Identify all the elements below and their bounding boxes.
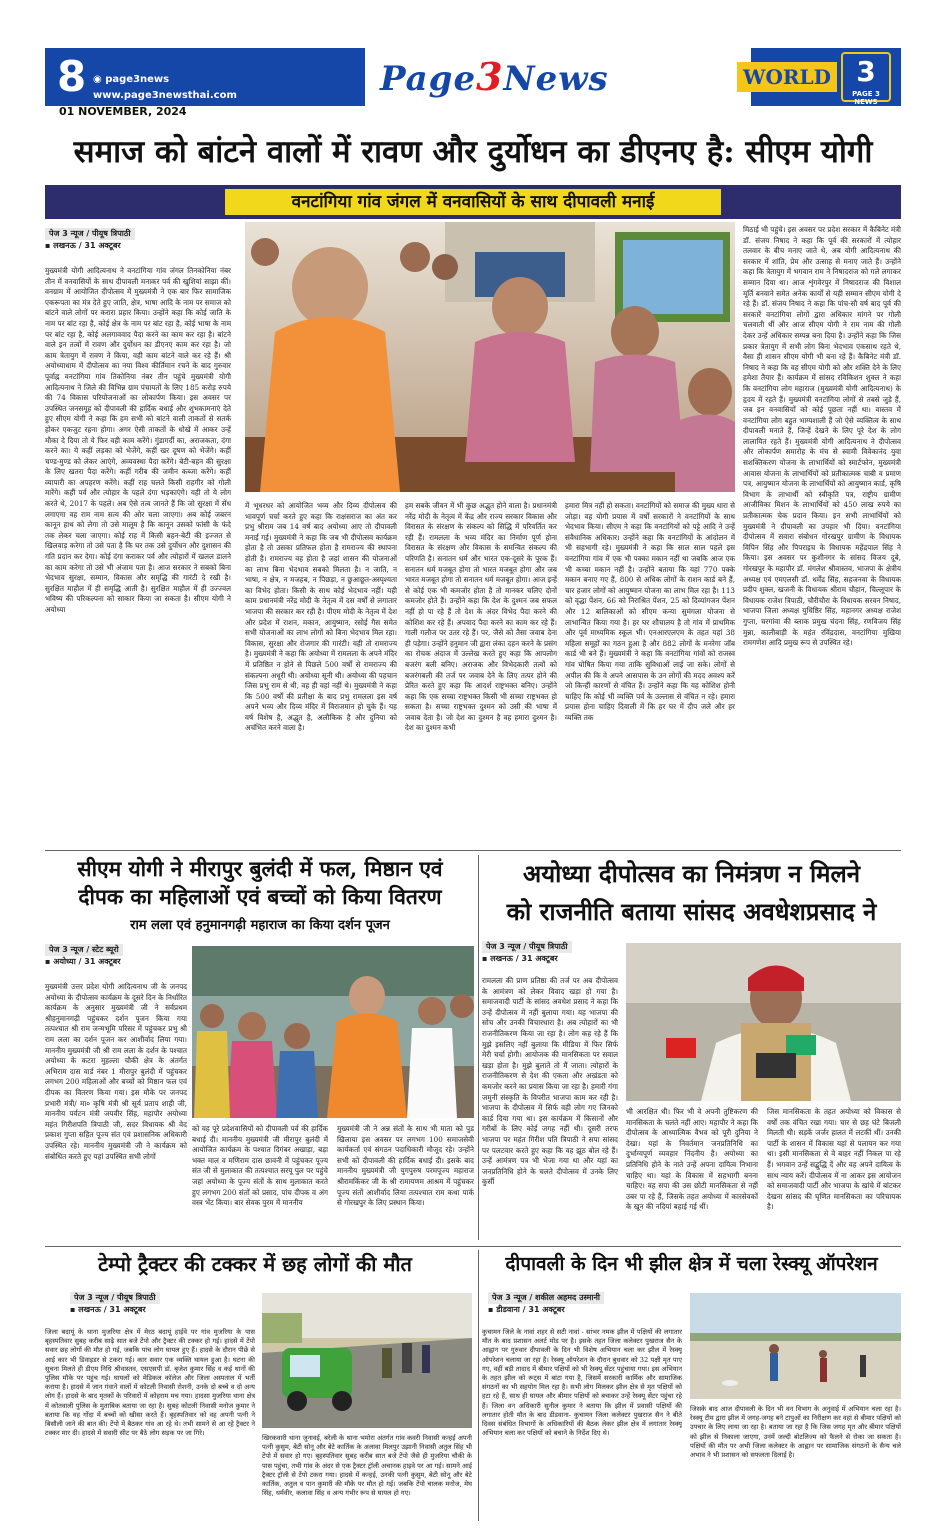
story3-column-3: जिस मानसिकता के तहत अयोध्या को विकास से वर्षों तक वंचित रखा गया। चार से छह घंटे बिजली मिलती थी। सड़कें जर्जर हालत में लटकीं थीं। उनकी पार्टी के शासन में विकास यहां से पलायन कर गया था। इसी मानसिकता से वे बाहर नहीं निकल पा रहे हैं। भगवान उन्हें सद्बुद्धि दें और वह अपने दायित्व के साथ न्याय करें। दीपोत्सव में ना आकर इस आयोजन को समाजवादी पार्टी और भाजपा के खांचे में बांटकर देखना सांसद की घृणित मानसिकता का परिचायक है।	[767, 1107, 901, 1212]
story2-headline: सीएम योगी ने मीरापुर बुलंदी में फल, मिष्ठान एवं दीपक का महिलाओं एवं बच्चों को किया वितरण	[77, 856, 443, 909]
page-number: 8	[57, 52, 87, 101]
story2-column-2: को वह पूरे प्रदेशवासियों को दीपावली पर्व की हार्दिक बधाई दी। माननीय मुख्यमंत्री जी मीरापुर बुलंदी में आयोजित कार्यक्रम के पश्चात दिगंबर अखाड़ा, बड़ा भक्त माल व मणिराम दास छावनी में पहुंचकर पूज्य संत जी से मुलाकात की तत्पश्चात सरयू पुल पर पहुंचे जहां अयोध्या के पूज्य संतों के साथ मुलाकात करते हुए लगभग 200 संतों को प्रसाद, पांच दीपक व अंग वस्त्र भेंट किया। बार सेवक पुरम में माननीय	[192, 1124, 328, 1208]
publication-date: 01 NOVEMBER, 2024	[59, 105, 187, 118]
story1-subhead-bar	[45, 185, 901, 219]
story2-column-1: मुख्यमंत्री उत्तर प्रदेश योगी आदित्यनाथ जी के जनपद अयोध्या के दीपोत्सव कार्यक्रम के दूसरे दिन के निर्धारित कार्यक्रम के अनुसार मुख्यमंत्री जी ने सर्वप्रथम श्रीहनुमानगढ़ी पहुंचकर दर्शन पूजन किया गया तत्पश्चात श्री राम जन्मभूमि परिसर में पहुंचकर प्रभु श्री राम लला का दर्शन पूजन कर आशीर्वाद लिया गया। माननीय मुख्यमंत्री जी श्री राम लला के दर्शन के पश्चात अयोध्या के कटरा मुहल्ला चौकी क्षेत्र के अंतर्गत अभिराम दास वार्ड नंबर 1 मीरापुर बुलंदी में पहुंचकर लगभग 200 महिलाओं और बच्चों को मिष्ठान फल एवं दीपक का वितरण किया गया। इस मौके पर जनपद प्रभारी मंत्री/ मा० कृषि मंत्री श्री सूर्य प्रताप शाही जी, माननीय पर्यटन मंत्री जयवीर सिंह, महापौर अयोध्या महंत गिरीशपति त्रिपाठी जी, सदर विधायक श्री वेद प्रकाश गुप्ता सहित पूज्य संत एवं प्रशासनिक अधिकारी उपस्थित रहे। माननीय मुख्यमंत्री जी ने कार्यक्रम को संबोधित करते हुए यहां उपस्थित सभी लोगों	[45, 982, 187, 1161]
story3-photo-mp-awadhesh-prasad	[626, 943, 901, 1101]
divider	[45, 1246, 901, 1247]
story1-dateline: ▪ लखनऊ / 31 अक्टूबर	[45, 241, 121, 250]
story1-subhead: वनटांगिया गांव जंगल में वनवासियों के साथ दीपावली मनाई	[225, 189, 721, 215]
story3-byline: पेज 3 न्यूज / पीयूष त्रिपाठी ▪ लखनऊ / 31 अक्टूबर	[482, 941, 632, 965]
masthead	[45, 48, 901, 118]
story3-headline: अयोध्या दीपोत्सव का निमंत्रण न मिलने को राजनीति बताया सांसद अवधेशप्रसाद ने	[506, 859, 877, 926]
social-handle: ◉ page3news	[93, 74, 170, 85]
story1-column-4: हमारा मित्र नहीं हो सकता। वनटांगियों को समाज की मुख्य धारा से जोड़ा। वह योगी प्रयास में वर्षों सरकारों ने वनटांगियों के साथ भेदभाव किया। सीएम ने कहा कि वनटांगियों को पट्टे आदि ने उन्हें संवैधानिक अधिकार। उन्होंने कहा कि वनटांगियों के आंदोलन में भी सहभागी रहे। मुख्यमंत्री ने कहा कि साल साल पहले इस वनटांगिया गांव में एक भी पक्का मकान नहीं था जबकि आज एक भी कच्चा मकान नहीं है। उन्होंने बताया कि यहां 770 पक्के मकान बनाए गए हैं, 800 से अधिक लोगों के राशन कार्ड बने हैं, चार हजार लोगों को आयुष्मान योजना का लाभ मिल रहा है। 113 को वृद्धा पेंशन, 66 को निराश्रित पेंशन, 25 को दिव्यांगजन पेंशन और 12 बालिकाओं को सीएम कन्या सुमंगला योजना से लाभान्वित किया गया है। हर घर शौचालय है तो गांव में प्राथमिक और पूर्व माध्यमिक स्कूल भी। एनआरएलएम के तहत यहां 38 महिला समूहों का गठन हुआ है और 882 लोगों के मनरेगा जॉब कार्ड भी बने हैं। मुख्यमंत्री ने कहा कि वनटांगिया गांवों को राजस्व गांव घोषित किया गया ताकि सुविधाओं लाई जा सके। लोगों से अपील की कि वे अपने आसपास के उन लोगों की मदद अवश्य करें जो किन्हीं कारणों से वंचित हैं। उन्होंने कहा कि यह कोशिश होनी चाहिए कि कोई भी व्यक्ति पर्व के उल्लास से वंचित न रहे। हमारा प्रयास होना चाहिए दिवाली में कि हर घर में दीप जले और हर व्यक्ति तक	[565, 501, 735, 722]
story1-byline: पेज 3 न्यूज / पीयूष त्रिपाठी ▪ लखनऊ / 31 अक्टूबर	[45, 228, 215, 252]
story4-dateline: ▪ लखनऊ / 31 अक्टूबर	[70, 1305, 146, 1314]
story2-subhead: राम लला एवं हनुमानगढ़ी महाराज का किया दर्शन पूजन	[130, 918, 390, 933]
story5-column-2: जिसके बाद आज दीपावली के दिन भी वन विभाग के अनुवाई में अभियान चला रहा है। रेस्क्यू टीम द्वारा झील में जगह-जगह बने टापुओं का निरीक्षण कर वहां से बीमार पक्षियों को उपचार के लिए लाया जा रहा है। बताया जा रहा है कि जिस जगह मृत और बीमार पक्षियों को झील से निकाला जाएगा, उनमें जल्दी बोटलिज्म को फैलने से रोका जा सकता है। पक्षियों की मौत पर अभी जिला कलेक्टर के आह्वान पर सामाजिक संगठनों के सैन्य चले अभाव ने भी प्रशासन को सफलता दिलाई है।	[690, 1405, 901, 1460]
story4-byline: पेज 3 न्यूज / पीयूष त्रिपाठी ▪ लखनऊ / 31 अक्टूबर	[70, 1292, 240, 1316]
column-divider	[478, 855, 479, 1240]
story4-headline: टेम्पो ट्रैक्टर की टक्कर में छह लोगों की मौत	[98, 1252, 412, 1276]
divider	[45, 850, 901, 851]
column-divider	[478, 1250, 479, 1521]
story1-photo-cm-with-children	[245, 222, 735, 492]
story1-column-1: मुख्यमंत्री योगी आदित्यनाथ ने वनटांगिया गांव जंगल तिनकोनिया नंबर तीन में वनवासियों के साथ दीपावली मनाकर पर्व की खुशियां साझा कीं। वनग्राम में आयोजित दीपोत्सव में मुख्यमंत्री ने एक बार फिर सामाजिक एकरूपता का मंत्र देते हुए जाति, क्षेत्र, भाषा आदि के नाम पर समाज को बांटने वाले लोगों पर करारा प्रहार किया। उन्होंने कहा कि कोई जाति के नाम पर बांट रहा है, कोई क्षेत्र के नाम पर बांट रहा है, कोई भाषा के नाम पर बांट रहा है, कोई अलगाववाद पैदा करने का काम कर रहा है। बांटने वाले इन तत्वों में रावण और दुर्योधन का डीएनए काम कर रहा है। जो काम त्रेतायुग में रावण ने किया, वही काम बांटने वाले कर रहे हैं। श्री अयोध्याधाम में दीपोत्सव का नया विश्व कीर्तिमान रचने के बाद गुरुवार पूर्वाह्न वनटांगिया गांव तिकोनिया नंबर तीन पहुंचे मुख्यमंत्री योगी आदित्यनाथ ने जिले की विभिन्न ग्राम पंचायतों के लिए 185 करोड़ रुपये की 74 विकास परियोजनाओं का लोकार्पण किया। इस अवसर पर उपस्थित जनसमूह को दीपावली की हार्दिक बधाई और शुभकामनाएं देते हुए सीएम योगी ने कहा कि हम सभी को बांटने वाली ताकतों से सतर्क होकर एकजुट रहना होगा। अगर ऐसी ताकतों के धोखे में आकर उन्हें मौका दे दिया तो ये फिर वही काम करेंगे। गुंडागर्दी का, अराजकता, दंगा करने का। ये कहीं लड़का को भेजेंगे, कहीं खर दूषण को भेजेंगे। कहीं चण्ड-मुण्ड को लेकर आएंगे, अव्यवस्था पैदा करेंगे। बेटी-बहन की सुरक्षा के लिए खतरा पैदा करेंगे। कहीं गरीब की जमीन कब्जा करेंगे। कहीं व्यापारी का अपहरण करेंगे। कहीं राह चलते किसी राहगीर को गोली मारेंगे। कहीं पर्व और त्योहार के पहले दंगा भड़काएंगे। यही तो ये लोग करते थे, 2017 के पहले। अब ऐसे तत्व जानते हैं कि जो सुरक्षा में सेंध लगाएगा वह राम नाम सत्य की ओर चला जाएगा। अब कोई जबरन कानून हाथ को लेगा तो उसे मालूम है कि कानून उसको फांसी के फंदे तक लेकर चला जाएगा। कोई राह में किसी बहन-बेटी की इज्जत से खिलवाड़ करेगा तो उसे पता है कि घर तक उसे दुर्योधन और दुशासन की गति प्रदान कर देगा। कोई दंगा कराकर पर्व और त्योहारों में खलल डालने का काम करेगा तो उसे भी अंजाम पता है। आज सरकार ने सबको बिना भेदभाव सुरक्षा, सम्मान, विकास और समृद्धि की गारंटी दे रखी है। सुरक्षित माहौल में ही समृद्धि आती है। सुरक्षित माहौल में ही उज्ज्वल भविष्य की परिकल्पना को साकार किया जा सकता है। सीएम योगी ने अयोध्या	[45, 266, 231, 614]
section-tag: WORLD	[737, 62, 837, 92]
story5-photo-lake-rescue	[690, 1293, 901, 1399]
story4-column-1: जिला बदायूं के थाना मुजरिया क्षेत्र में मेरठ बदायूं हाईवे पर गांव मुजरिया के पास बृहस्पतिवार सुबह करीब साढ़े सात बजे टेंपो और ट्रैक्टर की टक्कर हो गई। हादसे में टेंपो सवार छह लोगों की मौत हो गई, जबकि पांच लोग घायल हुए हैं। हादसे के दौरान पीछे से आई कार भी डिवाइडर से टकरा गई। कार सवार एक व्यक्ति घायल हुआ है। घटना की सूचना मिलते ही डीएम निधि श्रीवास्तव, एसएसपी डॉ. बृजेश कुमार सिंह व कई थानों की पुलिस मौके पर पहुंच गई। घायलों को मेडिकल कॉलेज और जिला अस्पताल में भर्ती कराया है। हादसे में जान गंवाने वालों में कोटली निवासी रोशनी, उनके दो बच्चे व दो अन्य लोग हैं। हादसे के बाद मृतकों के परिवारों में कोहराम मच गया। हादसा मुजरिया थाना क्षेत्र में कोतवाली पुलिस के मुताबिक बताया जा रहा है। सुबह कोटली निवासी मनोज कुमार ने बताया कि वह गोंदा में बच्चों को खीसा करते हैं। बृहस्पतिवार को वह अपनी पत्नी ने बिसौली जाने की बात की। टेंपो में बैठकर गांव आ रहे थे। तभी सामने से आ रहे ट्रैक्टर ने टक्कर मार दी। हादसे में सवारी सीट पर बैठे लोग सड़क पर जा गिरे।	[45, 1328, 255, 1438]
website-link[interactable]: www.page3newsthai.com	[93, 90, 237, 101]
story2-dateline: ▪ अयोध्या / 31 अक्टूबर	[45, 957, 121, 966]
story4-photo-accident-site	[262, 1293, 472, 1428]
social-icon: ◉	[93, 74, 106, 85]
story2-column-3: मुख्यमंत्री जी ने अन्न संतों के साथ भी माता को पुड खिलाया इस अवसर पर लगभग 100 समाजसेवी कार्यकर्ता एवं संगठन पदाधिकारी मौजूद रहे। उन्होंने सभी को दीपावली की हार्दिक बधाई दी। इसके बाद माननीय मुख्यमंत्री जी युगपुरुष परमपूज्य महाराज श्रीरामकिंकर जी के श्री रामायणम आश्रम में पहुंचकर पूज्य संतों आशीर्वाद लिया तत्पश्चात राम कथा पार्क से गोरखपुर के लिए प्रस्थान किया।	[337, 1124, 474, 1208]
story5-column-1: कुचामन जिले के नावां शहर से सटी नावां - सांभर नमक झील में पक्षियों की लगातार मौत के बाद प्रशासन अलर्ट मोड पर है। इसके तहत जिला कलेक्टर पुखराज सैन के आह्वान पर गुरुवार दीपावली के दिन भी विशेष अभियान चला कर झील में रेस्क्यू ऑपरेशन चलाया जा रहा है। रेस्क्यू ऑपरेशन के दौरान बुधवार को 32 पक्षी मृत पाए गए, वहीं बड़ी तादाद में बीमार पक्षियों को भी रेस्क्यू सेंटर पहुंचाया गया। इस अभियान के तहत झील को रूट्स में बांटा गया है, जिसमें सरकारी कार्मिक और सामाजिक संगठनों का भी सहयोग मिल रहा है। सभी लोग मिलकर झील क्षेत्र से मृत पक्षियों को हटा रहे हैं, साथ ही घायल और बीमार पक्षियों को बचाकर उन्हें रेस्क्यू सेंटर पहुंचा रहे हैं। जिला वन अधिकारी सुनील कुमार ने बताया कि झील में प्रवासी पक्षियों की लगातार होती मौत के बाद डीडवाना- कुचामन जिला कलेक्टर पुखराज सैन ने बीते दिवस संबंधित विभागों के अधिकारियों की बैठक लेकर झील क्षेत्र में लगातार रेस्क्यू अभियान चला कर पक्षियों को बचाने के निर्देश दिए थे।	[482, 1328, 682, 1438]
story4-column-2: खिरकवारी थाना जुनावई, बरेली के थाना भमोरा अंतर्गत गांव कवरी निवासी कन्हई अपनी पत्नी कुसुम, बेटी सोनू और बेटे कार्तिक के अलावा मिलपुर उझानी निवासी अतुल सिंह भी टेंपो में सवार हो गए। बृहस्पतिवार सुबह करीब सात बजे टेंपो जैसे ही मुजरिया चौकी के पास पहुंचा, तभी गांव के अंदर से एक ट्रैक्टर ट्रॉली अचानक हाइवे पर आ गई। सामने आई ट्रैक्टर ट्रॉली से टेंपो टकरा गया। हादसे में कन्हई, उनकी पत्नी कुसुम, बेटी सोनू और बेटे कार्तिक, अतुल व पान कुमारी की मौके पर मौत हो गई। जबकि टेंपो चालक मनोज, मेघ सिंह, धर्मवीर, कलावा सिंह व अन्य गंभीर रूप से घायल हो गए।	[262, 1434, 472, 1498]
story3-dateline: ▪ लखनऊ / 31 अक्टूबर	[482, 954, 558, 963]
story1-column-5: मिठाई भी पहुंचे। इस अवसर पर प्रदेश सरकार में कैबिनेट मंत्री डॉ. संजय निषाद ने कहा कि पूर्व की सरकारों में त्योहार तलवार के बीच मनाए जाते थे, अब योगी आदित्यनाथ की सरकार में शांति, प्रेम और उत्साह से मनाए जाते हैं। उन्होंने कहा कि त्रेतायुग में भगवान राम ने निषादराज को गले लगाकर सम्मान दिया था। आज शृंगवेरपुर में निषादराज की विशाल मूर्ति बनवाने समेत अनेक कार्यों से यही सम्मान सीएम योगी दे रहे हैं। डॉ. संजय निषाद ने कहा कि पांच-सौ वर्ष बाद पूर्व की सरकारें वनटांगिया लोगों द्वारा अधिकार मांगने पर गोली चलवाती थीं और आज सीएम योगी ने राम नाम की गोली देकर उन्हें अधिकार सम्पन्न बना दिया है। उन्होंने कहा कि जिस प्रकार त्रेतायुग में सभी लोग बिना भेदभाव एकसाथ रहते थे, वैसा ही शासन सीएम योगी भी बना रहे हैं। कैबिनेट मंत्री डॉ. निषाद ने कहा कि वह सीएम योगी को और शक्ति देने के लिए हमेशा तैयार हैं। कार्यक्रम में सांसद रविकिशन शुक्ल ने कहा कि वनटांगिया लोग महाराज (मुख्यमंत्री योगी आदित्यनाथ) के हृदय में रहते हैं। मुख्यमंत्री वनटांगिया लोगों से तबसे जुड़े हैं, जब इन वनवासियों को कोई पूछता नहीं था। वास्तव में वनटांगिया लोग बहुत भाग्यशाली हैं जो ऐसे व्यक्तित्व के साथ दीपावली मनाते हैं, जिन्हें देखने के लिए पूरे देश के लोग लालायित रहते हैं। मुख्यमंत्री योगी आदित्यनाथ ने दीपोत्सव और लोकार्पण समारोह के मंच से स्वामी विवेकानंद युवा सशक्तिकरण योजना के लाभार्थियों को स्मार्टफोन, मुख्यमंत्री आवास योजना के लाभार्थियों को प्रतीकात्मक चाबी व प्रमाण पत्र, आयुष्मान योजना के लाभार्थियों को आयुष्मान कार्ड, कृषि विभाग के लाभार्थी को स्वीकृति पत्र, राष्ट्रीय ग्रामीण आजीविका मिशन के लाभार्थियों को 450 लाख रुपये का प्रतीकात्मक चेक प्रदान किया। इन सभी लाभार्थियों को मुख्यमंत्री ने दीपावली का उपहार भी दिया। वनटांगिया दीपोत्सव में सवारा संबोधन गोरखपुर ग्रामीण के विधायक विपिन सिंह और पिपराइच के विधायक महेंद्रपाल सिंह ने किया। इस अवसर पर कुशीनगर के सांसद विजय दूबे, गोरखपुर के महापौर डॉ. मंगलेश श्रीवास्तव, भाजपा के क्षेत्रीय अध्यक्ष एवं एमएलसी डॉ. धर्मेंद्र सिंह, सहजनवा के विधायक प्रदीप शुक्ल, खजनी के विधायक श्रीराम चौहान, चिल्लूपार के विधायक राजेश त्रिपाठी, चौरीचौरा के विधायक सरवन निषाद, भाजपा जिला अध्यक्ष युधिष्ठिर सिंह, महानगर अध्यक्ष राजेश गुप्ता, चरगांवा की ब्लाक प्रमुख चंदना सिंह, रणविजय सिंह मुन्ना, कालीबाड़ी के महंत रविंद्रदास, वनटांगिया मुखिया रामगणेश आदि प्रमुख रूप से उपस्थित रहे।	[743, 225, 901, 648]
story5-dateline: ▪ डीडवाना / 31 अक्टूबर	[488, 1305, 565, 1314]
story1-headline: समाज को बांटने वालों में रावण और दुर्योधन का डीएनए है: सीएम योगी	[73, 134, 873, 170]
page3-badge: 3 PAGE 3 NEWS	[841, 52, 891, 102]
story2-photo-distribution	[192, 946, 474, 1118]
story5-headline: दीपावली के दिन भी झील क्षेत्र में चला रेस्क्यू ऑपरेशन	[505, 1253, 878, 1275]
story3-column-2: भी आरक्षित थी। फिर भी वे अपनी तुष्टिकरण की मानसिकता के चलते नहीं आए। महापौर ने कहा कि दीपोत्सव के आध्यात्मिक वैभव को पूरी दुनिया ने देखा। यहां के निवर्तमान जनप्रतिनिधि का दुर्भाग्यपूर्ण व्यवहार निंदनीय है। अयोध्या का प्रतिनिधि होने के नाते उन्हें अपना दायित्व निभाना चाहिए था। यहां के विकास में सहभागी बनना चाहिए। वह सपा की उस छोटी मानसिकता से नहीं उबर पा रहे हैं, जिसके तहत अयोध्या में कारसेवकों के खून की नदियां बहाई गई थीं।	[626, 1107, 758, 1212]
story1-column-2: में भूधरधर को आयोजित भव्य और दिव्य दीपोत्सव की भावपूर्ण चर्चा करते हुए कहा कि राक्षसराज का अंत कर प्रभु श्रीराम जब 14 वर्ष बाद अयोध्या आए तो दीपावली मनाई गई। मुख्यमंत्री ने कहा कि जब भी दीपोत्सव कार्यक्रम होता है तो उसका प्रतिफल होता है रामराज्य की स्थापना होती है। रामराज्य वह होता है जहां शासन की योजनाओं का लाभ बिना भेदभाव सबको मिलता है। न जाति, न भाषा, न क्षेत्र, न मजहब, न पिछड़ा, न छुआछूत-अस्पृश्यता का विभेद होता। किसी के साथ कोई भेदभाव नहीं। यही काम प्रधानमंत्री नरेंद्र मोदी के नेतृत्व में दस वर्षों से लगातार भाजपा की सरकार कर रही है। पीएम मोदी के नेतृत्व में देश और प्रदेश में राशन, मकान, आयुष्मान, रसोई गैस समेत सभी योजनाओं का लाभ लोगों को बिना भेदभाव मिल रहा। विकास, सुरक्षा और रोजगार की गारंटी। यही तो रामराज्य है। मुख्यमंत्री ने कहा कि अयोध्या में रामलला के अपने मंदिर में प्रतिष्ठित न होने से पिछले 500 वर्षों से रामराज्य की संकल्पना अधूरी थी। अयोध्या सूनी थी। अयोध्या की पहचान जिस प्रभु राम से थी, वह ही वहां नहीं थे। मुख्यमंत्री ने कहा कि 500 वर्षों की प्रतीक्षा के बाद प्रभु रामलला इस वर्ष अपने भव्य और दिव्य मंदिर में विराजमान हो चुके हैं। यह वर्ष विशेष है, अद्भुत है, अलौकिक है और दुनिया को अचंभित करने वाला है।	[245, 501, 397, 733]
newspaper-logo[interactable]: Page3News	[380, 54, 609, 99]
story3-column-1: रामलला की प्राण प्रतिष्ठा की तर्ज पर अब दीपोत्सव के आमंत्रण को लेकर विवाद खड़ा हो गया है। समाजवादी पार्टी के सांसद अवधेश प्रसाद ने कहा कि उन्हें दीपोत्सव में नहीं बुलाया गया। यह भाजपा की सोच और उनकी विचारधारा है। अब त्योहारों का भी राजनीतिकरण किया जा रहा है। लोग कह रहे हैं कि मुझे इसलिए नहीं बुलाया कि मीडिया में फिर सिर्फ मेरी चर्चा होगी। आयोजक की मानसिकता पर सवाल खड़ा होता है। मुझे बुलाते तो मैं जाता। त्योहारों के राजनीतिकरण से देश की एकता और अखंडता को कमजोर करने का प्रयास किया जा रहा है। हमारी गंगा जमुनी संस्कृति के विपरीत भाजपा काम कर रही है। भाजपा के दीपोत्सव में सिर्फ वही लोग गए जिनको कार्ड दिया गया था। इस कार्यक्रम में किसानों और गरीबों के लिए कोई जगह नहीं थी। दूसरी तरफ भाजपा पर महंत गिरीश पति त्रिपाठी ने सपा सांसद पर पलटवार करते हुए कहा कि वह झूठ बोल रहे हैं। उन्हें आमंत्रण पत्र भी भेजा गया था और यहां का जनप्रतिनिधि होने के चलते दीपोत्सव में उनके लिए कुर्सी	[482, 976, 618, 1187]
story1-column-3: हम सबके जीवन में भी कुछ अद्भुत होने वाला है। प्रधानमंत्री नरेंद्र मोदी के नेतृत्व में केंद्र और राज्य सरकार विकास और विरासत के संरक्षण के संकल्प को सिद्धि में परिवर्तित कर रही हैं। रामलला के भव्य मंदिर का निर्माण पूर्ण होना विरासत के संरक्षण और विकास के समन्वित संकल्प की परिणति है। सनातन धर्म और भारत एक-दूसरे के पूरक हैं। सनातन धर्म मजबूत होगा तो भारत मजबूत होगा और जब भारत मजबूत होगा तो सनातन धर्म मजबूत होगा। आज इन्हें से कोई एक भी कमजोर होता है तो मानकर चलिए दोनों कमजोर होते हैं। उन्होंने कहा कि देश के दुश्मन जब सफल नहीं हो पा रहे हैं तो देश के अंदर विभेद पैदा करने की कोशिश कर रहे हैं। अपवाद पैदा करने का काम कर रहे हैं। गाली गलौज पर उतर रहे हैं। पर, जैसे को तैसा जवाब देना ही पड़ेगा। उन्होंने हनुमान जी द्वारा लंका दहन करने के प्रसंग का रोचक अंदाज में उल्लेख करते हुए कहा कि आपलोग बजरंग बली बनिए। अराजक और विभेदकारी तत्वों को बजरंगबली की तर्ज पर जवाब देने के लिए तत्पर होने की प्रेरित करते हुए कहा कि आदर्श राष्ट्रभक्त बनिए। उन्होंने कहा कि एक सच्चा राष्ट्रभक्त किसी भी सच्चा राष्ट्रभक्त हो सकता है। सच्चा राष्ट्रभक्त दुश्मन को उसी की भाषा में जवाब देता है। जो देश का दुश्मन है वह हमारा दुश्मन है। देश का दुश्मन कभी	[405, 501, 557, 733]
story2-byline: पेज 3 न्यूज / स्टेट ब्यूरो ▪ अयोध्या / 31 अक्टूबर	[45, 944, 215, 968]
story5-byline: पेज 3 न्यूज / शकील अहमद उस्मानी ▪ डीडवाना / 31 अक्टूबर	[488, 1292, 688, 1316]
